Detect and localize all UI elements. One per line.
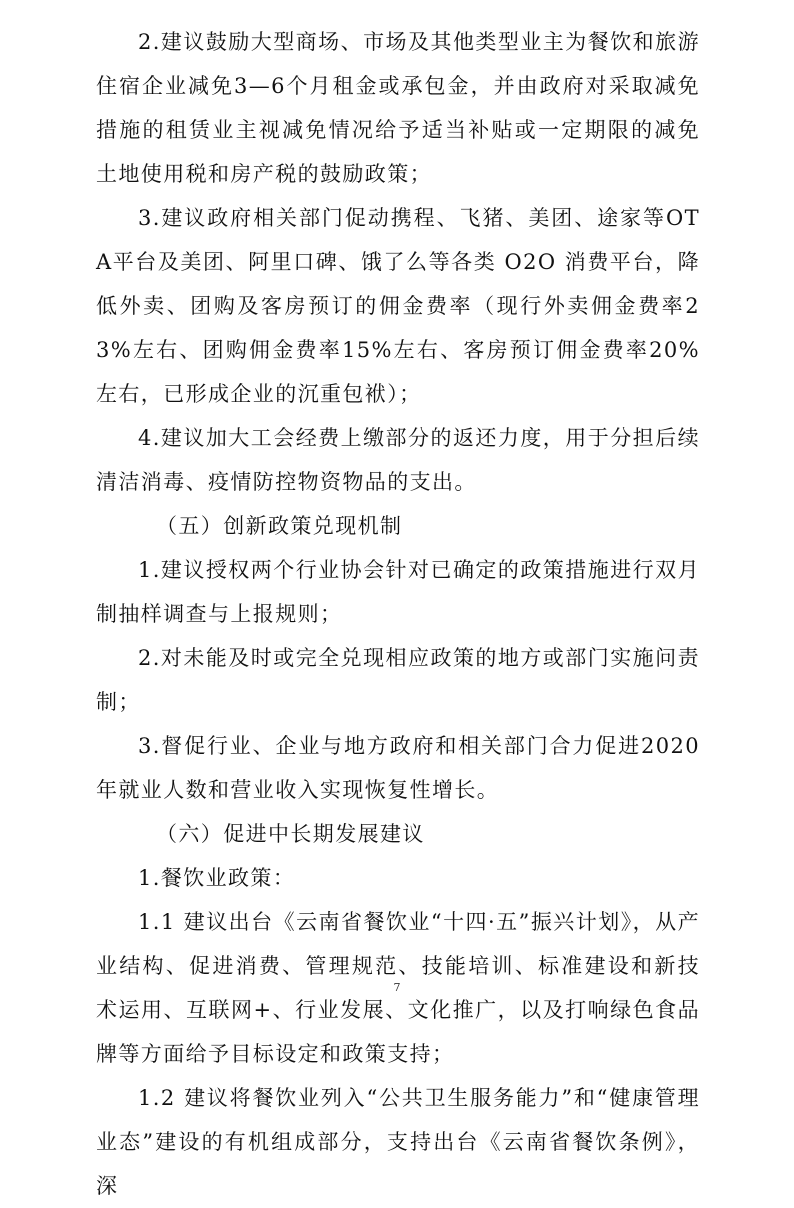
- paragraph-sampling-survey-policy: 1.建议授权两个行业协会针对已确定的政策措施进行双月制抽样调查与上报规则；: [96, 558, 700, 626]
- paragraph-catering-public-health: 1.2 建议将餐饮业列入“公共卫生服务能力”和“健康管理业态”建设的有机组成部分，支持出台《云南省餐饮条例》，深: [96, 1086, 700, 1198]
- section-heading-six: （六）促进中长期发展建议: [156, 822, 425, 846]
- paragraph-union-fee-refund-policy: 4.建议加大工会经费上缴部分的返还力度，用于分担后续清洁消毒、疫情防控物资物品的支出。: [96, 426, 700, 494]
- paragraph-platform-commission-policy: 3.建议政府相关部门促动携程、飞猪、美团、途家等OTA平台及美团、阿里口碑、饿了么等各类 O2O 消费平台，降低外卖、团购及客房预订的佣金费率（现行外卖佣金费率23%左右、团购佣金费率15%左右、客房预订佣金费率20%左右，已形成企业的沉重包袱）；: [96, 206, 700, 406]
- paragraph-catering-revitalization-plan: 1.1 建议出台《云南省餐饮业“十四·五”振兴计划》，从产业结构、促进消费、管理规范、技能培训、标准建设和新技术运用、互联网+、行业发展、文化推广，以及打响绿色食品牌等方面给予目标设定和政策支持；: [96, 910, 700, 1066]
- paragraph-rent-reduction-policy: 2.建议鼓励大型商场、市场及其他类型业主为餐饮和旅游住宿企业减免3—6个月租金或承包金，并由政府对采取减免措施的租赁业主视减免情况给予适当补贴或一定期限的减免土地使用税和房产税的鼓励政策；: [96, 30, 700, 186]
- paragraph-recovery-growth-policy: 3.督促行业、企业与地方政府和相关部门合力促进2020年就业人数和营业收入实现恢复性增长。: [96, 734, 700, 802]
- document-body: [96, 20, 700, 1208]
- page-number: 7: [393, 981, 401, 994]
- paragraph-catering-policy-title: 1.餐饮业政策：: [138, 866, 296, 890]
- paragraph-accountability-policy: 2.对未能及时或完全兑现相应政策的地方或部门实施问责制；: [96, 646, 700, 714]
- section-heading-five: （五）创新政策兑现机制: [156, 514, 403, 538]
